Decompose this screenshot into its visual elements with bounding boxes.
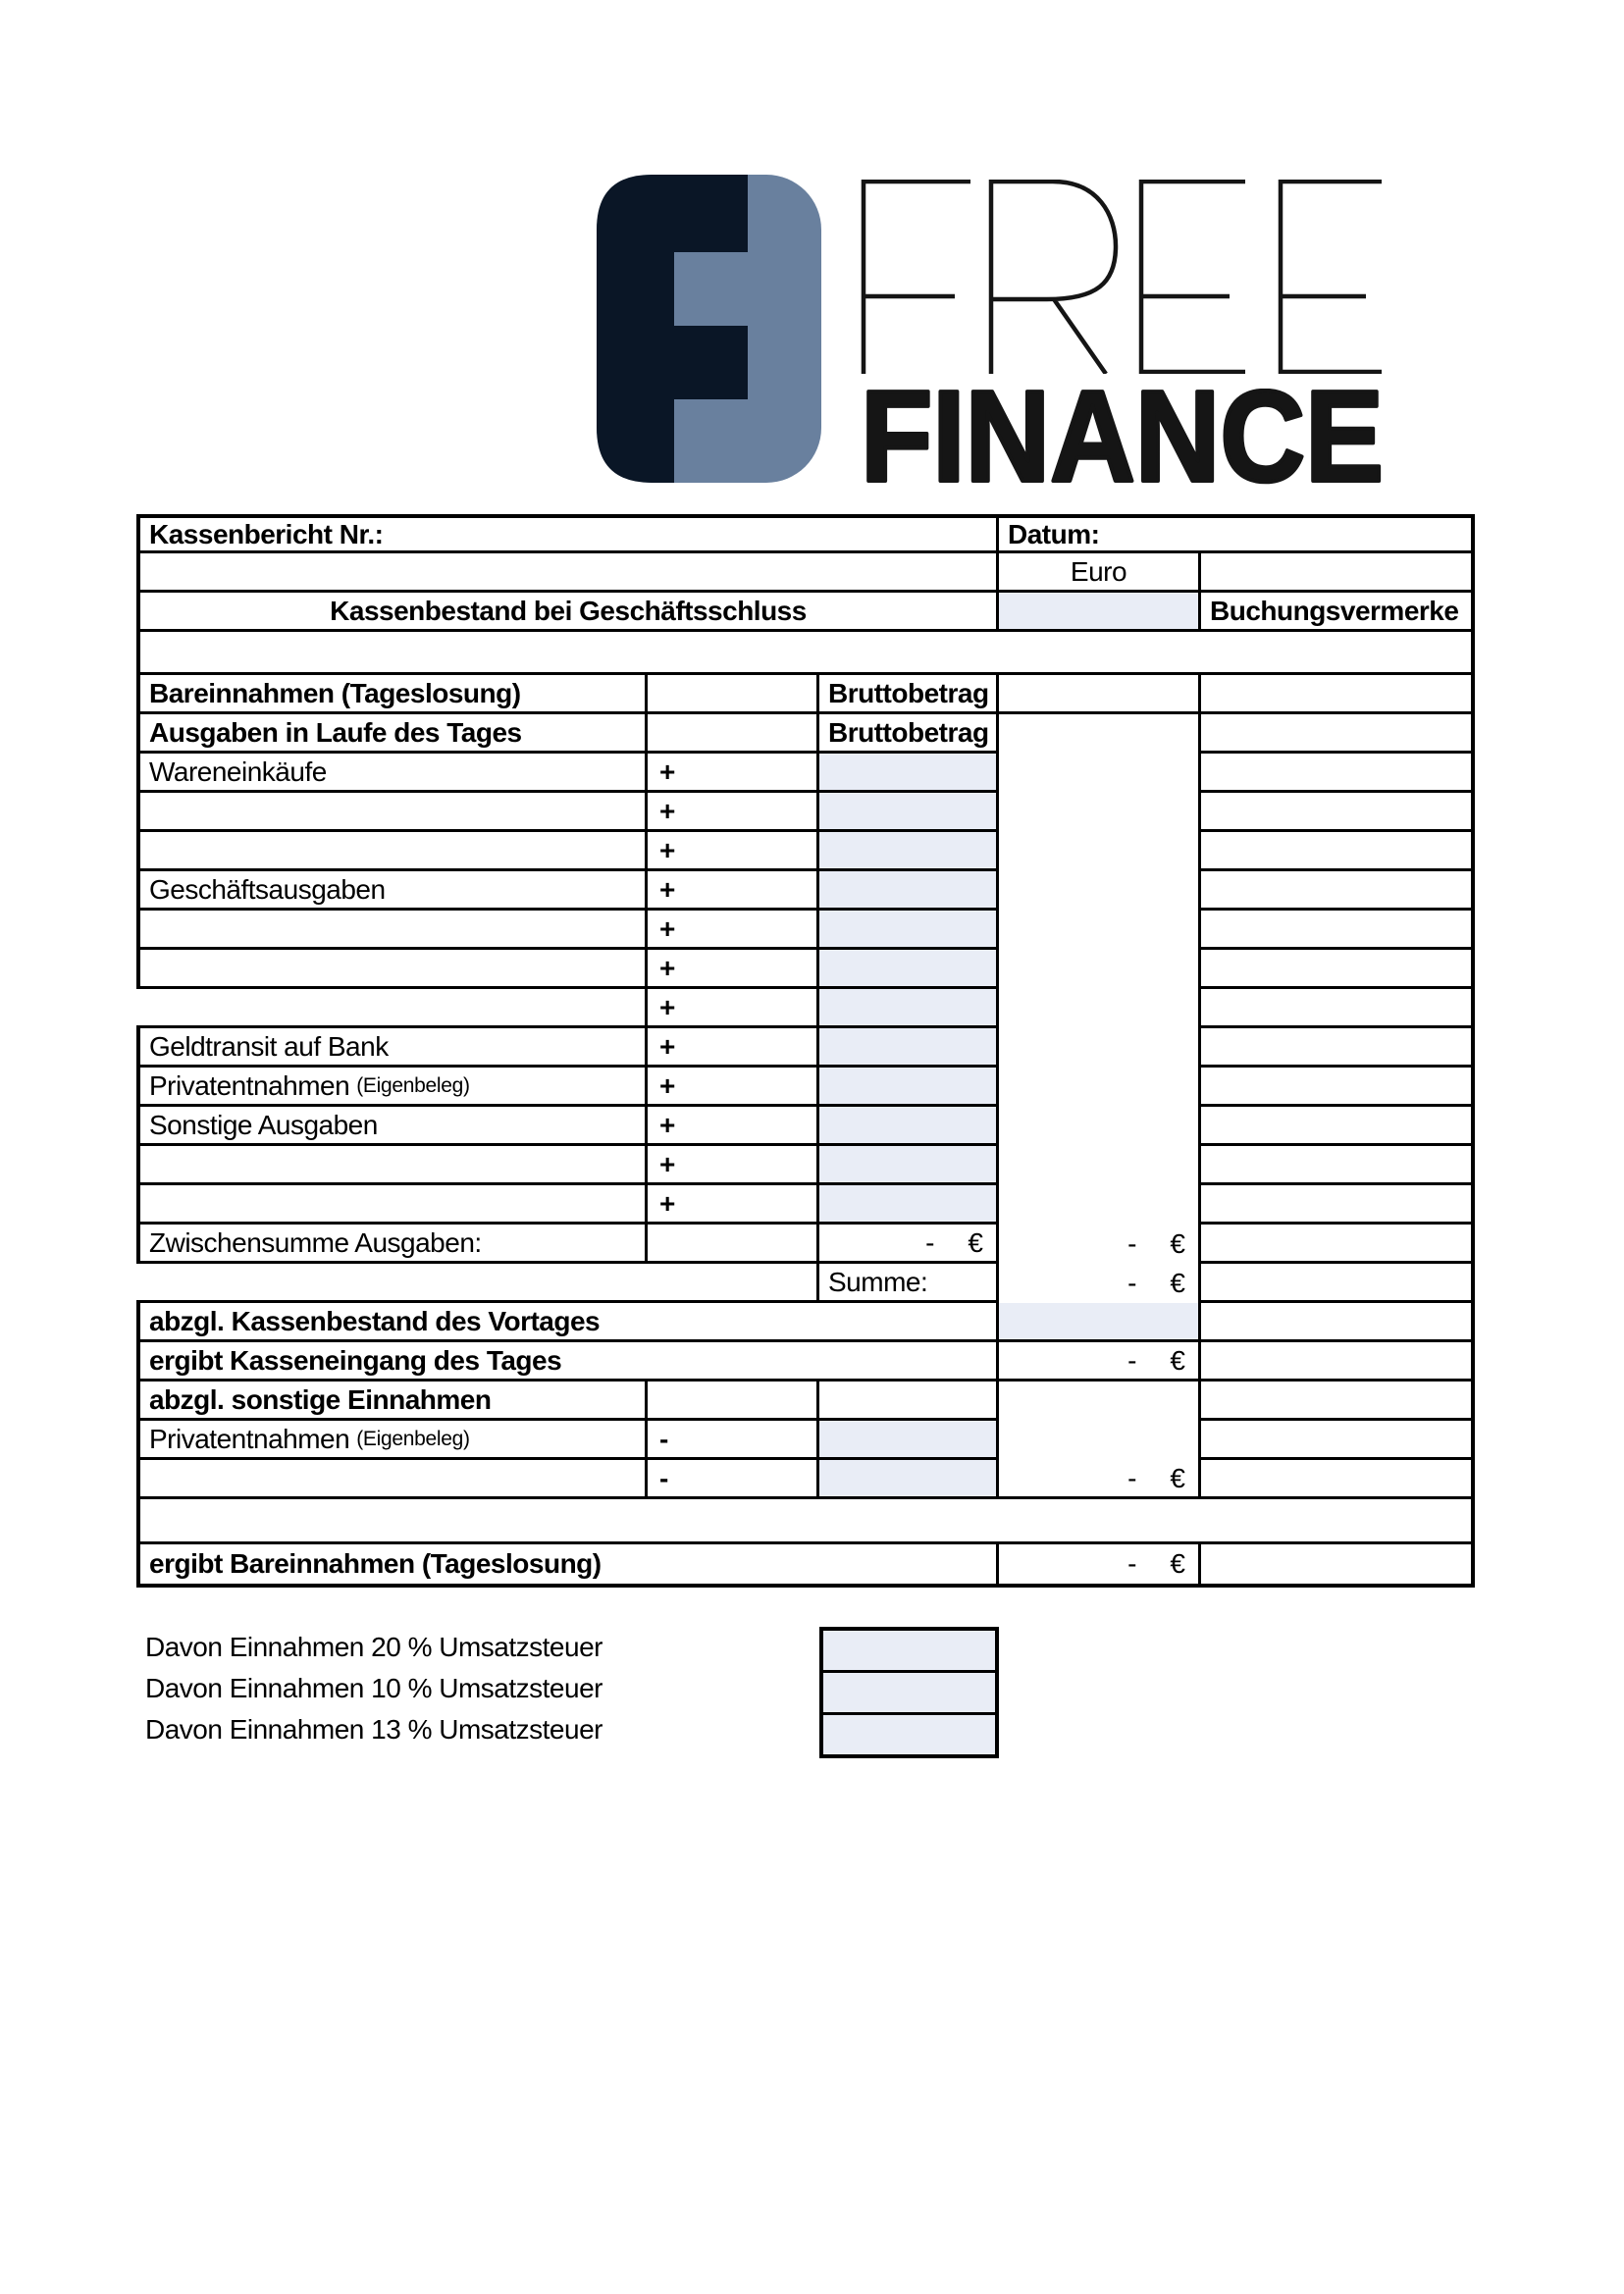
brand-finance-wordmark — [861, 389, 1386, 487]
operator-cell: + — [648, 1107, 819, 1146]
result-amount-cell — [999, 1544, 1201, 1588]
expense-label: Sonstige Ausgaben — [136, 1107, 648, 1146]
amount-input-cell[interactable] — [819, 1107, 999, 1146]
expense-label — [136, 793, 648, 832]
expense-label: Geschäftsausgaben — [136, 871, 648, 911]
notes-cell — [1201, 1303, 1475, 1342]
grid-cell — [999, 832, 1201, 871]
notes-cell — [1201, 714, 1475, 754]
report-number-label: Kassenbericht Nr.: — [136, 514, 999, 553]
currency-label: Euro — [999, 553, 1201, 593]
expense-label-note: (Eigenbeleg) — [356, 1073, 470, 1097]
subtotal-label: Zwischensumme Ausgaben: — [136, 1225, 648, 1264]
row-expense-item — [136, 1107, 1475, 1146]
grid-cell — [999, 989, 1201, 1028]
grid-cell — [1201, 553, 1475, 593]
row-expense-item — [136, 1185, 1475, 1225]
operator-cell: + — [648, 989, 819, 1028]
notes-cell — [1201, 911, 1475, 950]
row-expense-item — [136, 871, 1475, 911]
euro-sign: € — [1170, 1344, 1185, 1376]
notes-cell — [1201, 1264, 1475, 1303]
grid-cell — [999, 1146, 1201, 1185]
notes-cell — [1201, 754, 1475, 793]
subtotal-amount-cell — [819, 1225, 999, 1264]
operator-cell: + — [648, 1068, 819, 1107]
spacer-cell — [136, 632, 1475, 675]
previous-balance-input-cell[interactable] — [999, 1303, 1201, 1342]
closing-balance-input-cell[interactable] — [999, 593, 1201, 632]
notes-cell — [1201, 793, 1475, 832]
sum-amount-cell — [999, 1264, 1201, 1303]
notes-cell — [1201, 950, 1475, 989]
expense-label — [136, 1185, 648, 1225]
amount-input-cell[interactable] — [819, 1460, 999, 1499]
row-previous-balance — [136, 1303, 1475, 1342]
expense-label — [136, 911, 648, 950]
grid-cell — [999, 714, 1201, 754]
vat-13-input-cell[interactable] — [823, 1715, 995, 1754]
letter-e2 — [1281, 182, 1382, 374]
zero-dash: - — [1127, 1462, 1137, 1493]
other-income-label — [136, 1460, 648, 1499]
amount-input-cell[interactable] — [819, 989, 999, 1028]
vat-13-label: Davon Einnahmen 13 % Umsatzsteuer — [145, 1714, 602, 1745]
amount-input-cell[interactable] — [819, 1068, 999, 1107]
vat-10-input-cell[interactable] — [823, 1673, 995, 1715]
letter-r — [991, 182, 1116, 374]
notes-cell — [1201, 1146, 1475, 1185]
amount-input-cell[interactable] — [819, 871, 999, 911]
expenses-header-label: Ausgaben in Laufe des Tages — [136, 714, 648, 754]
notes-cell — [1201, 989, 1475, 1028]
amount-input-cell[interactable] — [819, 950, 999, 989]
other-income-amount-cell — [999, 1460, 1201, 1499]
zero-dash: - — [1127, 1228, 1137, 1259]
svg-text:FINANCE: FINANCE — [861, 389, 1384, 487]
euro-sign: € — [1170, 1462, 1185, 1493]
grid-cell — [648, 675, 819, 714]
row-expense-item — [136, 1146, 1475, 1185]
row-closing-balance — [136, 593, 1475, 632]
date-label: Datum: — [999, 514, 1475, 553]
row-sum — [136, 1264, 1475, 1303]
result-label: ergibt Bareinnahmen (Tageslosung) — [136, 1544, 999, 1588]
cash-receipt-label: ergibt Kasseneingang des Tages — [136, 1342, 999, 1382]
vat-summary — [136, 1627, 1118, 1750]
letter-f — [864, 182, 970, 374]
freefinance-logo-icon — [597, 175, 821, 483]
amount-input-cell[interactable] — [819, 911, 999, 950]
euro-sign: € — [1170, 1548, 1185, 1579]
notes-cell — [1201, 1225, 1475, 1264]
other-income-label-note: (Eigenbeleg) — [356, 1427, 470, 1450]
grid-cell — [648, 1382, 819, 1421]
gross-amount-header: Bruttobetrag — [819, 675, 999, 714]
amount-input-cell[interactable] — [819, 754, 999, 793]
grid-cell — [999, 1382, 1201, 1421]
expense-label — [136, 1146, 648, 1185]
grid-cell — [999, 871, 1201, 911]
other-income-header-label: abzgl. sonstige Einnahmen — [136, 1382, 648, 1421]
previous-balance-label: abzgl. Kassenbestand des Vortages — [136, 1303, 999, 1342]
brand-free-wordmark — [861, 180, 1386, 374]
grid-cell — [648, 1264, 819, 1303]
notes-cell — [1201, 1382, 1475, 1421]
operator-cell: + — [648, 754, 819, 793]
row-other-income-item — [136, 1460, 1475, 1499]
sum-label: Summe: — [819, 1264, 999, 1303]
grid-cell — [999, 1185, 1201, 1225]
closing-balance-label: Kassenbestand bei Geschäftsschluss — [136, 593, 999, 632]
expense-label — [136, 989, 648, 1028]
row-spacer — [136, 632, 1475, 675]
euro-sign: € — [1170, 1228, 1185, 1259]
row-expense-item — [136, 989, 1475, 1028]
row-spacer — [136, 1499, 1475, 1544]
expense-label: Privatentnahmen (Eigenbeleg) — [136, 1068, 648, 1107]
grid-cell — [999, 911, 1201, 950]
vat-10-label: Davon Einnahmen 10 % Umsatzsteuer — [145, 1673, 602, 1703]
operator-cell: + — [648, 871, 819, 911]
grid-cell — [999, 754, 1201, 793]
zero-dash: - — [1127, 1268, 1137, 1298]
grid-cell — [999, 793, 1201, 832]
row-expense-item — [136, 832, 1475, 871]
amount-input-cell[interactable] — [819, 832, 999, 871]
amount-input-cell[interactable] — [819, 1146, 999, 1185]
euro-sign: € — [968, 1226, 983, 1258]
expense-label: Geldtransit auf Bank — [136, 1028, 648, 1068]
grid-cell — [999, 675, 1201, 714]
notes-cell — [1201, 1028, 1475, 1068]
operator-cell: + — [648, 793, 819, 832]
notes-cell — [1201, 1544, 1475, 1588]
vat-20-label: Davon Einnahmen 20 % Umsatzsteuer — [145, 1632, 602, 1662]
row-expense-item — [136, 793, 1475, 832]
booking-notes-label: Buchungsvermerke — [1201, 593, 1475, 632]
vat-input-boxes — [819, 1627, 999, 1758]
amount-input-cell[interactable] — [819, 1028, 999, 1068]
kassenbericht-form — [136, 514, 1475, 1588]
expense-label — [136, 950, 648, 989]
notes-cell — [1201, 871, 1475, 911]
letter-e1 — [1141, 182, 1245, 374]
operator-cell: + — [648, 950, 819, 989]
row-expense-item — [136, 1068, 1475, 1107]
expense-label — [136, 832, 648, 871]
zero-dash: - — [1127, 1344, 1137, 1376]
grid-cell — [819, 1382, 999, 1421]
grid-cell — [999, 1107, 1201, 1146]
amount-input-cell[interactable] — [819, 793, 999, 832]
row-expense-item — [136, 911, 1475, 950]
row-expense-item — [136, 950, 1475, 989]
operator-cell: + — [648, 1146, 819, 1185]
other-income-label: Privatentnahmen (Eigenbeleg) — [136, 1421, 648, 1460]
notes-cell — [1201, 1068, 1475, 1107]
notes-cell — [1201, 1342, 1475, 1382]
cash-income-label: Bareinnahmen (Tageslosung) — [136, 675, 648, 714]
row-expenses-header — [136, 714, 1475, 754]
notes-cell — [1201, 1107, 1475, 1146]
notes-cell — [1201, 1421, 1475, 1460]
amount-input-cell[interactable] — [819, 1421, 999, 1460]
row-expense-item — [136, 754, 1475, 793]
row-cash-income — [136, 675, 1475, 714]
row-expense-item — [136, 1028, 1475, 1068]
grid-cell — [648, 714, 819, 754]
notes-cell — [1201, 1185, 1475, 1225]
zero-dash: - — [925, 1226, 935, 1258]
cash-receipt-amount-cell — [999, 1342, 1201, 1382]
row-subtotal — [136, 1225, 1475, 1264]
amount-input-cell[interactable] — [819, 1185, 999, 1225]
operator-cell: + — [648, 832, 819, 871]
operator-cell: + — [648, 911, 819, 950]
grid-cell — [136, 553, 999, 593]
spacer-cell — [136, 1499, 1475, 1544]
row-other-income-header — [136, 1382, 1475, 1421]
euro-sign: € — [1170, 1268, 1185, 1298]
operator-cell: + — [648, 1185, 819, 1225]
zero-dash: - — [1127, 1548, 1137, 1579]
row-report-header — [136, 514, 1475, 553]
open-cell — [136, 1264, 648, 1303]
expense-label: Wareneinkäufe — [136, 754, 648, 793]
operator-cell: - — [648, 1460, 819, 1499]
grid-cell — [999, 1028, 1201, 1068]
operator-cell: + — [648, 1028, 819, 1068]
row-result — [136, 1544, 1475, 1588]
operator-cell: - — [648, 1421, 819, 1460]
grid-cell — [999, 950, 1201, 989]
notes-cell — [1201, 1460, 1475, 1499]
gross-amount-header: Bruttobetrag — [819, 714, 999, 754]
row-cash-receipt — [136, 1342, 1475, 1382]
grid-cell — [648, 1225, 819, 1264]
subtotal-amount-cell — [999, 1225, 1201, 1264]
row-currency — [136, 553, 1475, 593]
vat-20-input-cell[interactable] — [823, 1631, 995, 1673]
grid-cell — [1201, 675, 1475, 714]
grid-cell — [999, 1421, 1201, 1460]
notes-cell — [1201, 832, 1475, 871]
row-other-income-item — [136, 1421, 1475, 1460]
grid-cell — [999, 1068, 1201, 1107]
